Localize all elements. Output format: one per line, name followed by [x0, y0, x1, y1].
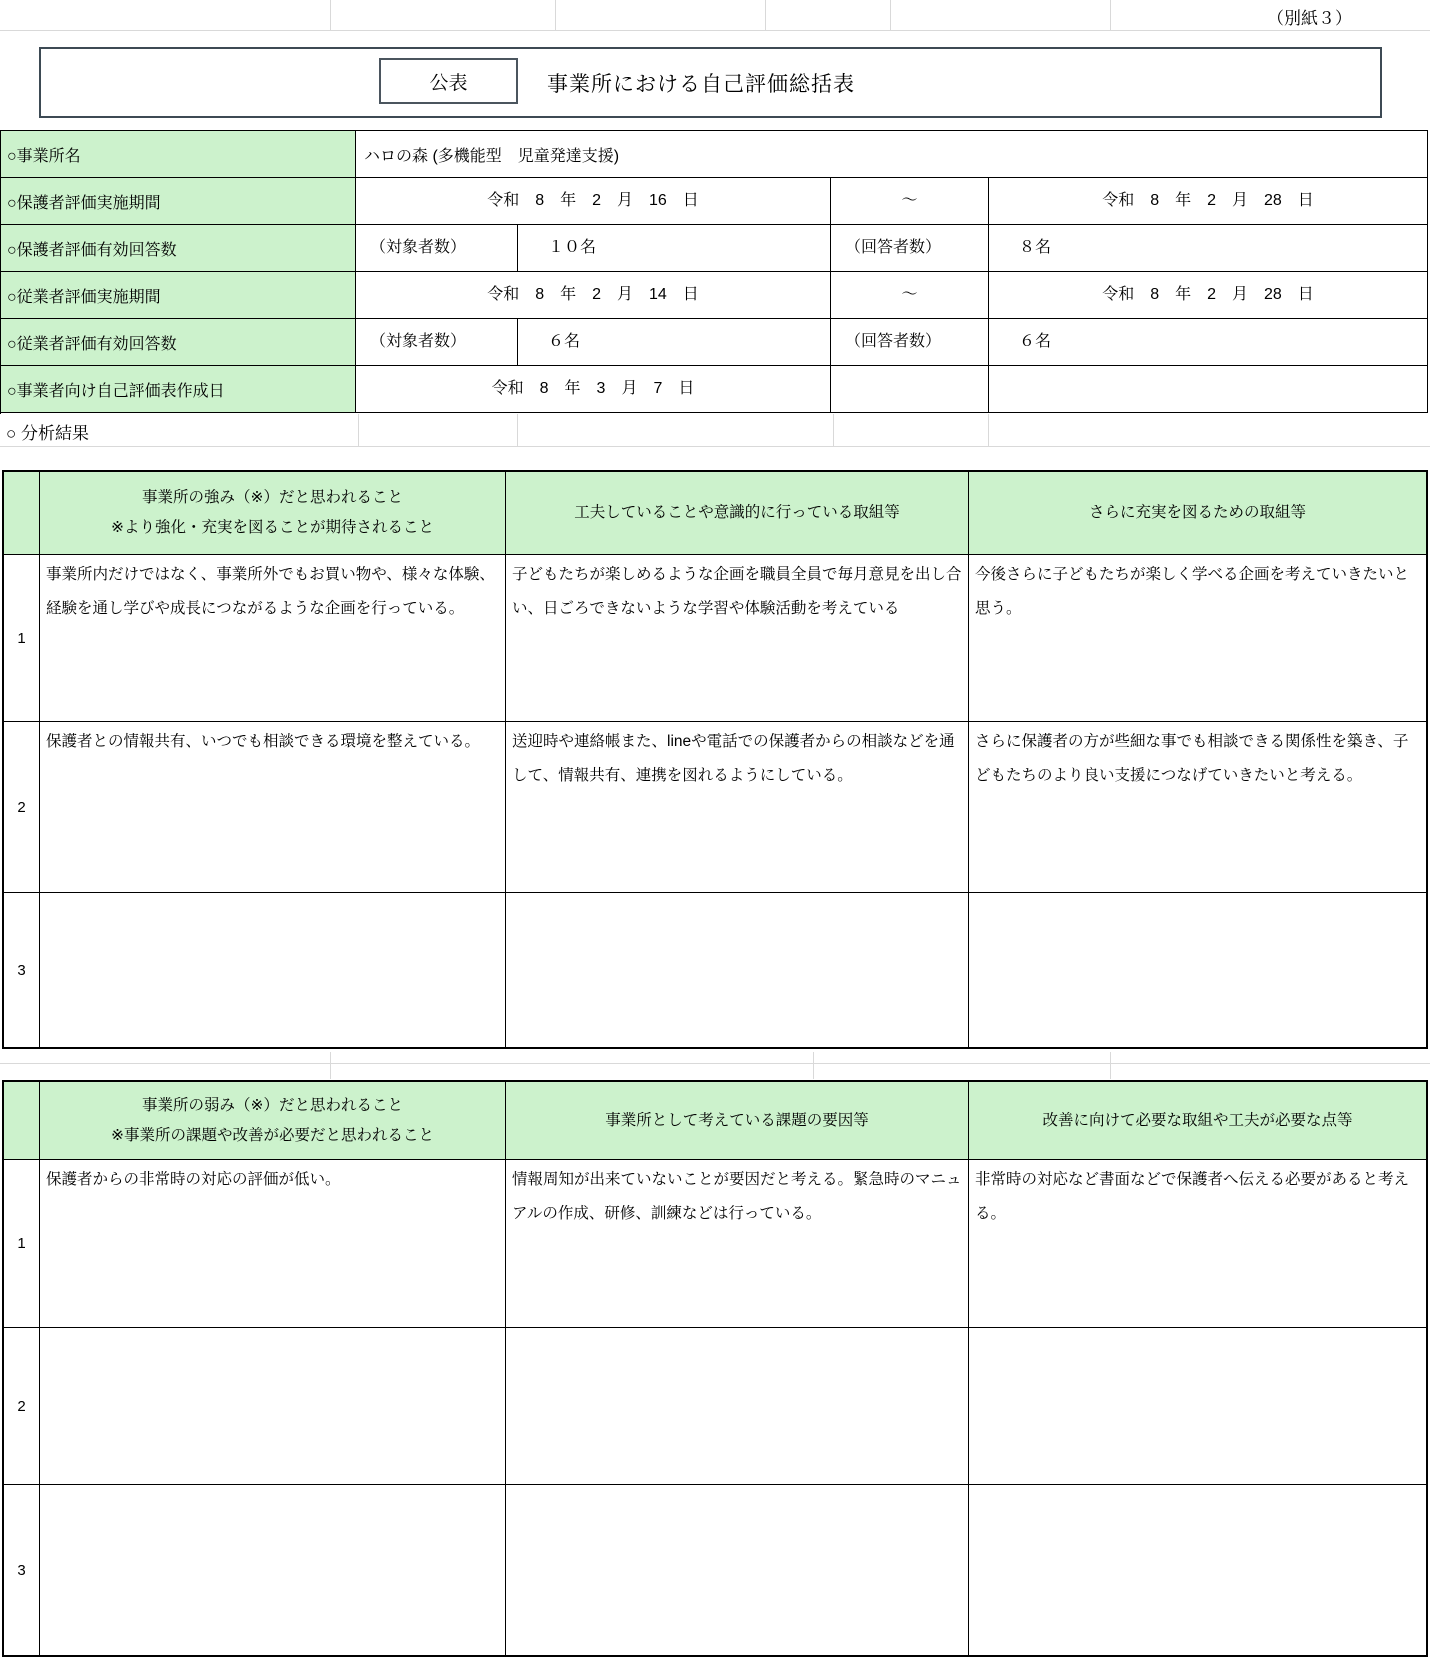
weaknesses-r2-col1	[40, 1328, 506, 1485]
gridline	[765, 0, 766, 30]
weaknesses-r1-col3: 非常時の対応など書面などで保護者へ伝える必要があると考える。	[969, 1160, 1426, 1328]
guardian-target-label: （対象者数）	[356, 225, 518, 272]
guardian-respondent-label: （回答者数）	[831, 225, 989, 272]
gridline	[1110, 0, 1111, 30]
gridline	[517, 413, 518, 446]
strengths-r1-col1: 事業所内だけではなく、事業所外でもお買い物や、様々な体験、経験を通し学びや成長につながるような企画を行っている。	[40, 555, 506, 722]
strengths-header-col1-line1: 事業所の強み（※）だと思われること	[142, 489, 403, 506]
guardian-period-to: 令和 8 年 2 月 28 日	[989, 178, 1428, 225]
gridline	[0, 446, 1430, 447]
strengths-r2-col1: 保護者との情報共有、いつでも相談できる環境を整えている。	[40, 722, 506, 893]
strengths-r3-col2	[506, 893, 969, 1047]
weaknesses-header-corner	[4, 1082, 40, 1160]
empty-cell	[831, 366, 989, 413]
strengths-header-col1-line2: ※より強化・充実を図ることが期待されること	[111, 519, 434, 536]
staff-period-to: 令和 8 年 2 月 28 日	[989, 272, 1428, 319]
strengths-table	[2, 470, 1428, 1049]
publish-box	[379, 58, 518, 104]
strengths-r1-col2: 子どもたちが楽しめるような企画を職員全員で毎月意見を出し合い、日ごろできないような学習や体験活動を考えている	[506, 555, 969, 722]
staff-period-from: 令和 8 年 2 月 14 日	[356, 272, 831, 319]
staff-target-label: （対象者数）	[356, 319, 518, 366]
weaknesses-r3-col2	[506, 1485, 969, 1655]
gridline	[833, 413, 834, 446]
analysis-heading: ○ 分析結果	[6, 424, 89, 443]
business-name-value: ハロの森 (多機能型 児童発達支援)	[356, 131, 1428, 178]
gridline	[358, 413, 359, 446]
gridline	[988, 413, 989, 446]
weaknesses-row-number: 2	[4, 1328, 40, 1485]
strengths-header-col1	[40, 472, 506, 555]
weaknesses-row-number: 3	[4, 1485, 40, 1655]
guardian-target-value: １０名	[518, 225, 831, 272]
publish-label: 公表	[429, 72, 468, 94]
weaknesses-header-col2: 事業所として考えている課題の要因等	[506, 1082, 969, 1160]
info-label-created-date: ○事業者向け自己評価表作成日	[1, 366, 356, 413]
strengths-row-number: 2	[4, 722, 40, 893]
strengths-r1-col3: 今後さらに子どもたちが楽しく学べる企画を考えていきたいと思う。	[969, 555, 1426, 722]
info-table	[0, 130, 1428, 414]
weaknesses-r3-col3	[969, 1485, 1426, 1655]
weaknesses-r2-col2	[506, 1328, 969, 1485]
weaknesses-header-col3: 改善に向けて必要な取組や工夫が必要な点等	[969, 1082, 1426, 1160]
staff-respondent-label: （回答者数）	[831, 319, 989, 366]
info-label-staff-period: ○従業者評価実施期間	[1, 272, 356, 319]
gridline	[330, 1052, 331, 1079]
gridline	[330, 0, 331, 30]
empty-cell	[989, 366, 1428, 413]
info-label-guardian-responses: ○保護者評価有効回答数	[1, 225, 356, 272]
strengths-r2-col2: 送迎時や連絡帳また、lineや電話での保護者からの相談などを通して、情報共有、連携を図れるようにしている。	[506, 722, 969, 893]
strengths-r2-col3: さらに保護者の方が些細な事でも相談できる関係性を築き、子どもたちのより良い支援につなげていきたいと考える。	[969, 722, 1426, 893]
strengths-r3-col1	[40, 893, 506, 1047]
weaknesses-r1-col1: 保護者からの非常時の対応の評価が低い。	[40, 1160, 506, 1328]
weaknesses-row-number: 1	[4, 1160, 40, 1328]
strengths-header-corner	[4, 472, 40, 555]
strengths-header-col2: 工夫していることや意識的に行っている取組等	[506, 472, 969, 555]
page-title: 事業所における自己評価総括表	[547, 72, 855, 96]
info-label-business-name: ○事業所名	[1, 131, 356, 178]
attachment-label: （別紙３）	[1267, 9, 1352, 28]
strengths-row-number: 1	[4, 555, 40, 722]
weaknesses-header-col1-line1: 事業所の弱み（※）だと思われること	[142, 1096, 403, 1114]
guardian-period-from: 令和 8 年 2 月 16 日	[356, 178, 831, 225]
guardian-respondent-value: ８名	[989, 225, 1428, 272]
strengths-row-number: 3	[4, 893, 40, 1047]
info-label-guardian-period: ○保護者評価実施期間	[1, 178, 356, 225]
strengths-r3-col3	[969, 893, 1426, 1047]
title-box	[39, 47, 1382, 118]
weaknesses-table	[2, 1080, 1428, 1657]
gridline	[0, 1063, 1430, 1064]
tilde: ～	[831, 272, 989, 319]
gridline	[813, 1052, 814, 1079]
gridline	[555, 0, 556, 30]
weaknesses-header-col1	[40, 1082, 506, 1160]
strengths-header-col3: さらに充実を図るための取組等	[969, 472, 1426, 555]
created-date-value: 令和 8 年 3 月 7 日	[356, 366, 831, 413]
gridline	[1110, 1052, 1111, 1079]
tilde: ～	[831, 178, 989, 225]
weaknesses-r3-col1	[40, 1485, 506, 1655]
gridline	[0, 30, 1430, 31]
gridline	[890, 0, 891, 30]
staff-respondent-value: ６名	[989, 319, 1428, 366]
weaknesses-r1-col2: 情報周知が出来ていないことが要因だと考える。緊急時のマニュアルの作成、研修、訓練などは行っている。	[506, 1160, 969, 1328]
weaknesses-header-col1-line2: ※事業所の課題や改善が必要だと思われること	[111, 1126, 434, 1144]
info-label-staff-responses: ○従業者評価有効回答数	[1, 319, 356, 366]
staff-target-value: ６名	[518, 319, 831, 366]
weaknesses-r2-col3	[969, 1328, 1426, 1485]
